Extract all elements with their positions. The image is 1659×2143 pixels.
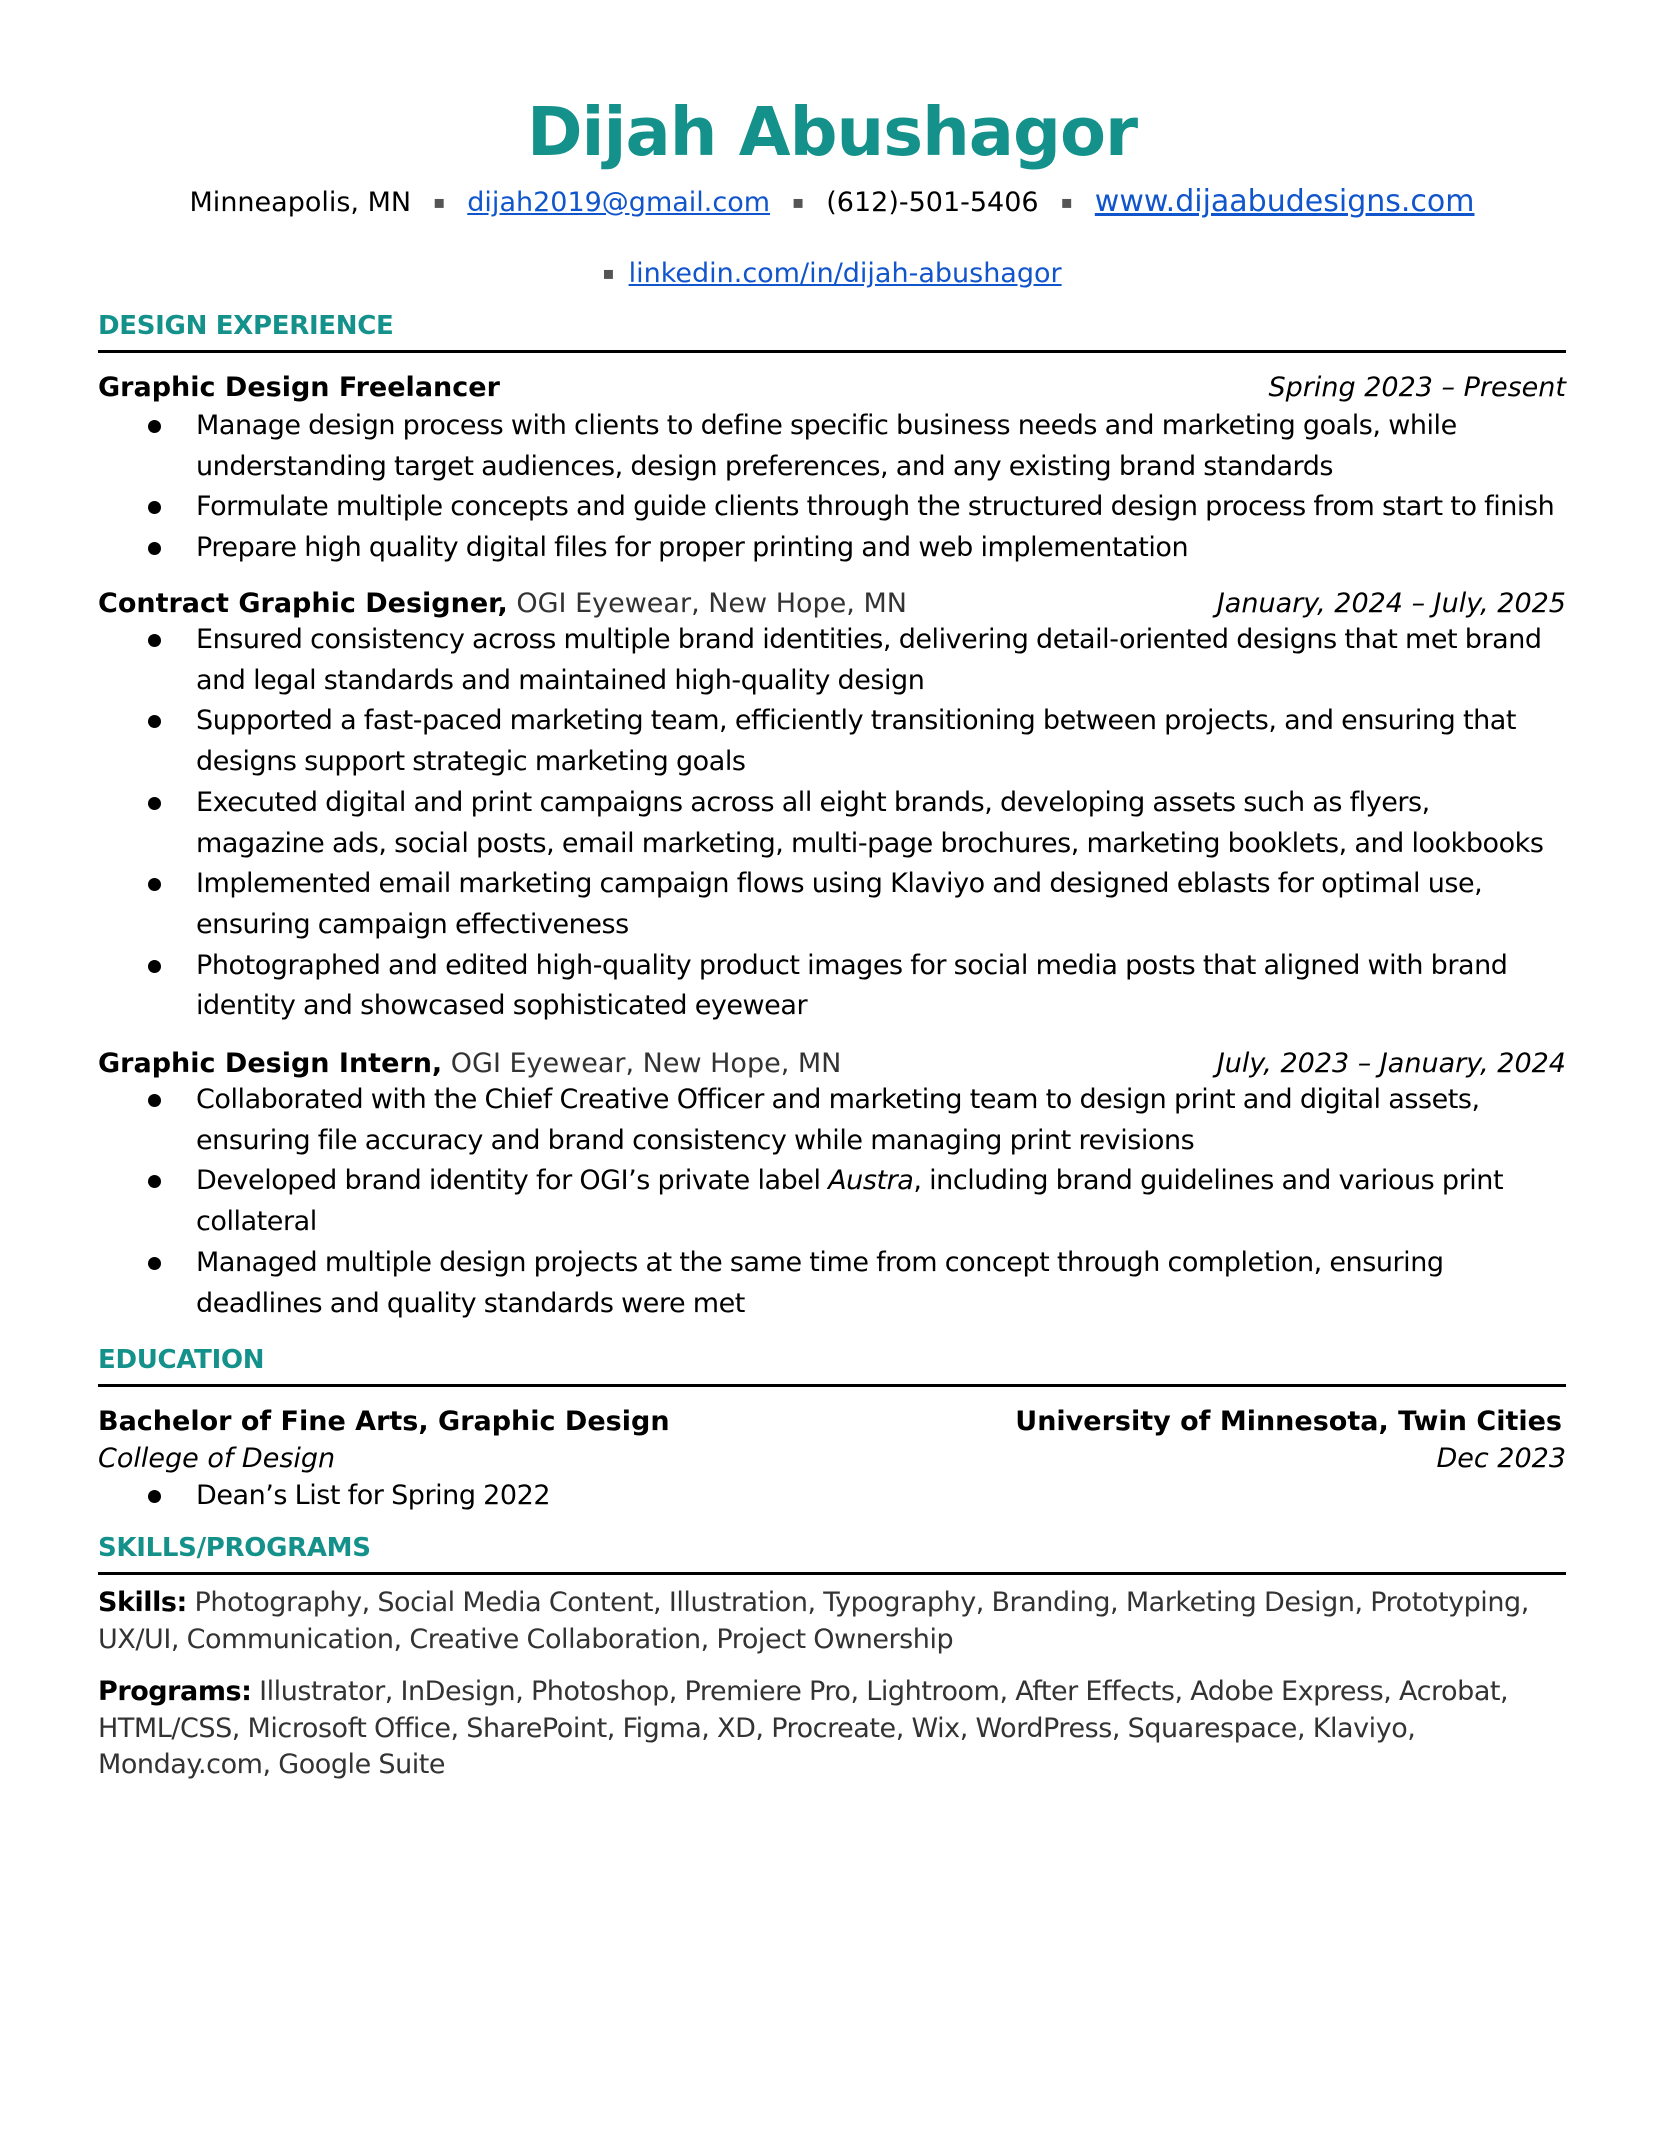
bullet-text: Developed brand identity for OGI’s private label xyxy=(196,1165,829,1197)
contact-line xyxy=(98,184,1566,221)
section-divider xyxy=(98,1384,1566,1387)
list-item xyxy=(98,487,1566,528)
section-heading-experience: DESIGN EXPERIENCE xyxy=(98,311,394,341)
list-item xyxy=(98,1476,1566,1517)
linkedin-link[interactable]: linkedin.com/in/dijah-abushagor xyxy=(628,258,1062,289)
phone-number: (612)-501-5406 xyxy=(826,187,1039,218)
programs-paragraph xyxy=(98,1674,1566,1784)
bullet-icon xyxy=(148,715,161,728)
section-divider xyxy=(98,350,1566,353)
education-bullets xyxy=(98,1476,1566,1517)
bullet-text: Formulate multiple concepts and guide clients through the structured design process from start to finish xyxy=(196,491,1555,523)
education-row xyxy=(98,1404,1566,1440)
job-organization: OGI Eyewear, New Hope, MN xyxy=(516,588,907,619)
bullet-icon xyxy=(148,420,161,433)
job-header xyxy=(98,1046,1566,1082)
bullet-text: Dean’s List for Spring 2022 xyxy=(196,1480,551,1511)
section-heading-skills: SKILLS/PROGRAMS xyxy=(98,1533,371,1563)
job-title: Contract Graphic Designer, xyxy=(98,588,508,619)
job-bullets xyxy=(98,406,1566,569)
list-item xyxy=(98,1161,1566,1242)
website-link[interactable]: www.dijaabudesigns.com xyxy=(1094,184,1475,219)
job-header xyxy=(98,370,1566,406)
bullet-text: Manage design process with clients to define specific business needs and marketing goals, while understanding target audiences, design preferences, and any existing brand standards xyxy=(196,410,1457,482)
bullet-text: Managed multiple design projects at the same time from concept through completion, ensuring deadlines and quality standards were met xyxy=(196,1246,1444,1319)
section-divider xyxy=(98,1572,1566,1575)
job-bullets xyxy=(98,1080,1566,1324)
bullet-text: Ensured consistency across multiple brand identities, delivering detail-oriented designs that met brand and legal standards and maintained high-quality design xyxy=(196,624,1542,696)
list-item xyxy=(98,946,1566,1027)
degree: Bachelor of Fine Arts, Graphic Design xyxy=(98,1406,670,1437)
bullet-icon xyxy=(148,542,161,555)
skills-label: Skills: xyxy=(98,1587,187,1618)
bullet-text: Supported a fast-paced marketing team, efficiently transitioning between projects, and ensuring that designs support strategic marketing goals xyxy=(196,705,1517,778)
bullet-text: Collaborated with the Chief Creative Officer and marketing team to design print and digital assets, ensuring file accuracy and brand consistency while managing print revisions xyxy=(196,1084,1480,1156)
bullet-icon xyxy=(148,1257,161,1270)
contact-line-2 xyxy=(98,256,1566,292)
job-title: Graphic Design Freelancer xyxy=(98,372,500,403)
list-item xyxy=(98,406,1566,487)
separator-icon: ▪ xyxy=(602,263,615,284)
school-name: University of Minnesota, Twin Cities xyxy=(1015,1406,1562,1437)
bullet-icon xyxy=(148,960,161,973)
candidate-name: Dijah Abushagor xyxy=(526,93,1138,171)
bullet-icon xyxy=(148,1094,161,1107)
job-organization: OGI Eyewear, New Hope, MN xyxy=(450,1048,842,1079)
list-item xyxy=(98,701,1566,782)
bullet-icon xyxy=(148,1175,161,1188)
job-bullets xyxy=(98,620,1566,1027)
job-header xyxy=(98,586,1566,622)
education-row xyxy=(98,1441,1566,1477)
graduation-date: Dec 2023 xyxy=(1436,1443,1566,1474)
bullet-icon xyxy=(148,797,161,810)
bullet-text: Photographed and edited high-quality product images for social media posts that aligned with brand identity and showcased sophisticated eyewear xyxy=(196,949,1508,1022)
list-item xyxy=(98,783,1566,864)
job-dates: Spring 2023 – Present xyxy=(1268,372,1566,403)
separator-icon: ▪ xyxy=(1060,192,1073,213)
list-item xyxy=(98,528,1566,569)
section-heading-education: EDUCATION xyxy=(98,1345,265,1375)
skills-paragraph xyxy=(98,1585,1566,1658)
programs-label: Programs: xyxy=(98,1676,252,1707)
list-item xyxy=(98,864,1566,945)
bullet-text: Prepare high quality digital files for proper printing and web implementation xyxy=(196,532,1189,564)
job-title: Graphic Design Intern, xyxy=(98,1048,443,1079)
programs-text: Illustrator, InDesign, Photoshop, Premiere Pro, Lightroom, After Effects, Adobe Express, Acrobat, HTML/CSS, Microsoft Office, SharePoint, Figma, XD, Procreate, Wix, WordPress, Squarespace, Klaviyo, Monday.com, Google Suite xyxy=(98,1676,1509,1780)
bullet-icon xyxy=(148,878,161,891)
location: Minneapolis, MN xyxy=(189,187,412,218)
bullet-icon xyxy=(148,1490,161,1503)
brand-name: Austra xyxy=(828,1165,914,1197)
job-dates: January, 2024 – July, 2025 xyxy=(1216,588,1566,619)
list-item xyxy=(98,1243,1566,1324)
bullet-icon xyxy=(148,634,161,647)
job-dates: July, 2023 – January, 2024 xyxy=(1216,1048,1566,1079)
email-link[interactable]: dijah2019@gmail.com xyxy=(467,187,771,218)
bullet-text: Implemented email marketing campaign flows using Klaviyo and designed eblasts for optimal use, ensuring campaign effectiveness xyxy=(196,868,1483,940)
separator-icon: ▪ xyxy=(792,192,805,213)
bullet-text: Executed digital and print campaigns across all eight brands, developing assets such as flyers, magazine ads, social posts, email marketing, multi-page brochures, marketing booklets, and lookbooks xyxy=(196,786,1544,859)
college-name: College of Design xyxy=(98,1443,336,1474)
bullet-icon xyxy=(148,501,161,514)
skills-text: Photography, Social Media Content, Illustration, Typography, Branding, Marketing Design, Prototyping, UX/UI, Communication, Creative Collaboration, Project Ownership xyxy=(98,1587,1529,1655)
separator-icon: ▪ xyxy=(433,192,446,213)
bullet-text: , including brand guidelines and various print collateral xyxy=(196,1165,1504,1238)
list-item xyxy=(98,620,1566,701)
list-item xyxy=(98,1080,1566,1161)
